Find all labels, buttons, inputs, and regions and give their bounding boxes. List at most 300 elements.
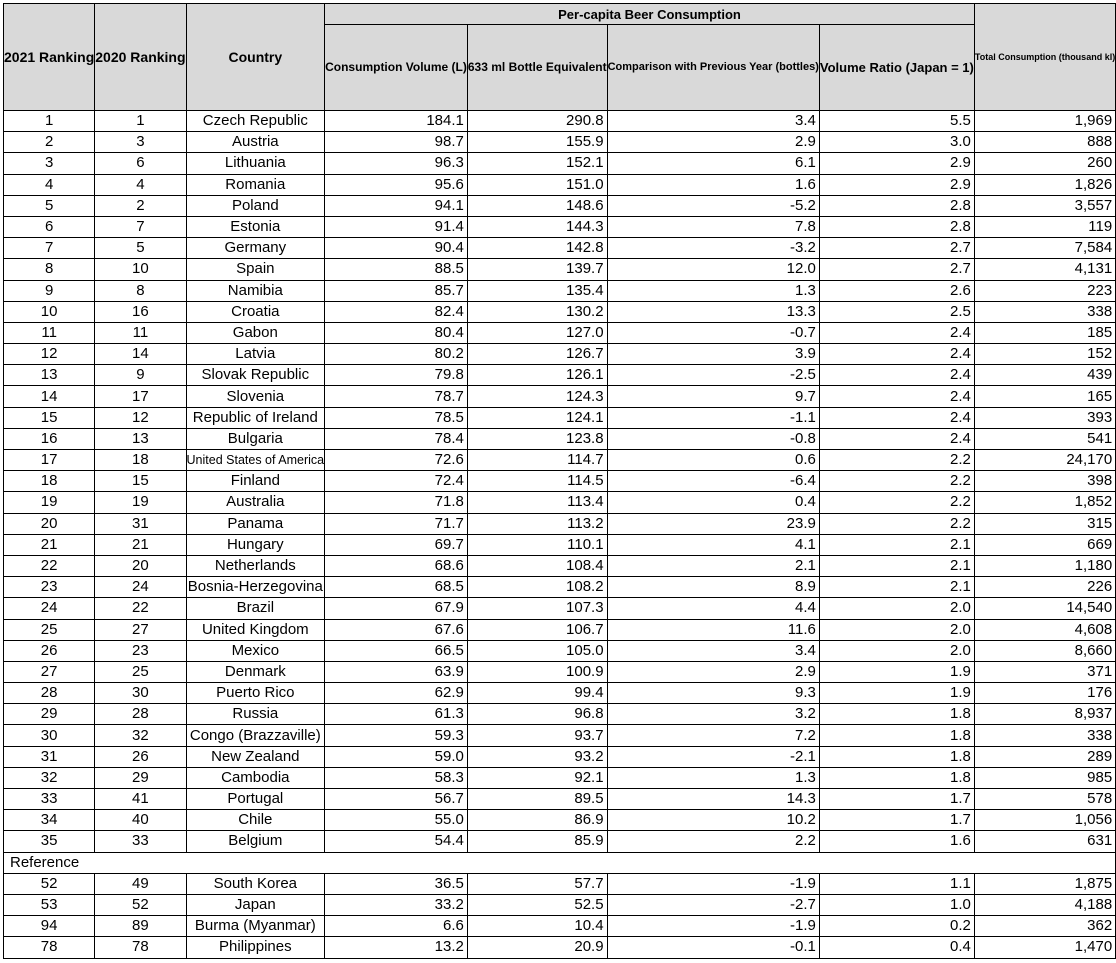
rank-2021-cell: 25 <box>4 619 95 640</box>
total-consumption-cell: 152 <box>974 344 1115 365</box>
bottle-equivalent-cell: 93.2 <box>467 746 607 767</box>
bottle-equivalent-cell: 130.2 <box>467 301 607 322</box>
country-cell: Republic of Ireland <box>186 407 325 428</box>
rank-2020-cell: 13 <box>95 428 186 449</box>
table-row <box>4 661 1116 682</box>
table-row <box>4 407 1116 428</box>
table-row <box>4 132 1116 153</box>
consumption-volume-cell: 67.6 <box>325 619 468 640</box>
country-cell: Slovak Republic <box>186 365 325 386</box>
consumption-volume-cell: 69.7 <box>325 534 468 555</box>
total-consumption-cell: 119 <box>974 216 1115 237</box>
rank-2020-cell: 7 <box>95 216 186 237</box>
rank-2021-cell: 20 <box>4 513 95 534</box>
reference-label: Reference <box>4 852 187 873</box>
consumption-volume-cell: 63.9 <box>325 661 468 682</box>
table-row <box>4 280 1116 301</box>
volume-ratio-cell: 2.7 <box>819 238 974 259</box>
country-cell: Croatia <box>186 301 325 322</box>
rank-2021-cell: 24 <box>4 598 95 619</box>
total-consumption-cell: 578 <box>974 789 1115 810</box>
consumption-volume-cell: 6.6 <box>325 916 468 937</box>
total-consumption-cell: 165 <box>974 386 1115 407</box>
table-row <box>4 153 1116 174</box>
volume-ratio-cell: 1.9 <box>819 661 974 682</box>
table-row <box>4 831 1116 852</box>
total-consumption-cell: 631 <box>974 831 1115 852</box>
rank-2021-cell: 11 <box>4 322 95 343</box>
bottle-equivalent-cell: 10.4 <box>467 916 607 937</box>
header-comparison: Comparison with Previous Year (bottles) <box>607 25 819 111</box>
comparison-cell: 11.6 <box>607 619 819 640</box>
header-2020-ranking: 2020 Ranking <box>95 4 186 111</box>
rank-2021-cell: 7 <box>4 238 95 259</box>
volume-ratio-cell: 2.9 <box>819 174 974 195</box>
total-consumption-cell: 185 <box>974 322 1115 343</box>
total-consumption-cell: 223 <box>974 280 1115 301</box>
country-cell: Bosnia-Herzegovina <box>186 577 325 598</box>
consumption-volume-cell: 61.3 <box>325 704 468 725</box>
beer-consumption-table <box>3 3 1116 959</box>
country-cell: United Kingdom <box>186 619 325 640</box>
consumption-volume-cell: 58.3 <box>325 767 468 788</box>
comparison-cell: 1.6 <box>607 174 819 195</box>
country-cell: Puerto Rico <box>186 683 325 704</box>
rank-2020-cell: 31 <box>95 513 186 534</box>
table-row <box>4 428 1116 449</box>
consumption-volume-cell: 72.4 <box>325 471 468 492</box>
total-consumption-cell: 3,557 <box>974 195 1115 216</box>
country-cell: Slovenia <box>186 386 325 407</box>
rank-2021-cell: 21 <box>4 534 95 555</box>
table-row <box>4 492 1116 513</box>
bottle-equivalent-cell: 124.3 <box>467 386 607 407</box>
comparison-cell: 13.3 <box>607 301 819 322</box>
country-cell: Russia <box>186 704 325 725</box>
country-cell: Portugal <box>186 789 325 810</box>
bottle-equivalent-cell: 89.5 <box>467 789 607 810</box>
comparison-cell: 4.4 <box>607 598 819 619</box>
rank-2021-cell: 78 <box>4 937 95 958</box>
rank-2020-cell: 16 <box>95 301 186 322</box>
comparison-cell: -3.2 <box>607 238 819 259</box>
comparison-cell: 3.4 <box>607 640 819 661</box>
table-row <box>4 513 1116 534</box>
consumption-volume-cell: 88.5 <box>325 259 468 280</box>
total-consumption-cell: 8,937 <box>974 704 1115 725</box>
bottle-equivalent-cell: 52.5 <box>467 894 607 915</box>
volume-ratio-cell: 1.0 <box>819 894 974 915</box>
country-cell: Poland <box>186 195 325 216</box>
total-consumption-cell: 1,470 <box>974 937 1115 958</box>
rank-2021-cell: 28 <box>4 683 95 704</box>
volume-ratio-cell: 1.8 <box>819 725 974 746</box>
consumption-volume-cell: 59.0 <box>325 746 468 767</box>
rank-2020-cell: 78 <box>95 937 186 958</box>
country-cell: Belgium <box>186 831 325 852</box>
header-consumption-volume: Consumption Volume (L) <box>325 25 468 111</box>
country-cell: Mexico <box>186 640 325 661</box>
bottle-equivalent-cell: 114.7 <box>467 450 607 471</box>
rank-2020-cell: 2 <box>95 195 186 216</box>
rank-2021-cell: 18 <box>4 471 95 492</box>
country-cell: Japan <box>186 894 325 915</box>
country-cell: Estonia <box>186 216 325 237</box>
rank-2020-cell: 40 <box>95 810 186 831</box>
comparison-cell: -0.7 <box>607 322 819 343</box>
table-row <box>4 937 1116 958</box>
country-cell: Czech Republic <box>186 111 325 132</box>
country-cell: United States of America <box>186 450 325 471</box>
rank-2021-cell: 6 <box>4 216 95 237</box>
rank-2021-cell: 52 <box>4 873 95 894</box>
volume-ratio-cell: 2.8 <box>819 195 974 216</box>
bottle-equivalent-cell: 135.4 <box>467 280 607 301</box>
comparison-cell: 2.9 <box>607 132 819 153</box>
comparison-cell: 7.2 <box>607 725 819 746</box>
consumption-volume-cell: 72.6 <box>325 450 468 471</box>
volume-ratio-cell: 2.1 <box>819 577 974 598</box>
comparison-cell: -6.4 <box>607 471 819 492</box>
table-row <box>4 450 1116 471</box>
rank-2021-cell: 12 <box>4 344 95 365</box>
volume-ratio-cell: 1.1 <box>819 873 974 894</box>
comparison-cell: 2.9 <box>607 661 819 682</box>
consumption-volume-cell: 79.8 <box>325 365 468 386</box>
rank-2020-cell: 8 <box>95 280 186 301</box>
rank-2020-cell: 3 <box>95 132 186 153</box>
table-row <box>4 344 1116 365</box>
volume-ratio-cell: 5.5 <box>819 111 974 132</box>
consumption-volume-cell: 98.7 <box>325 132 468 153</box>
consumption-volume-cell: 66.5 <box>325 640 468 661</box>
bottle-equivalent-cell: 108.2 <box>467 577 607 598</box>
consumption-volume-cell: 56.7 <box>325 789 468 810</box>
table-row <box>4 894 1116 915</box>
volume-ratio-cell: 2.9 <box>819 153 974 174</box>
total-consumption-cell: 669 <box>974 534 1115 555</box>
rank-2021-cell: 33 <box>4 789 95 810</box>
consumption-volume-cell: 62.9 <box>325 683 468 704</box>
table-row <box>4 534 1116 555</box>
rank-2021-cell: 16 <box>4 428 95 449</box>
bottle-equivalent-cell: 126.7 <box>467 344 607 365</box>
rank-2021-cell: 30 <box>4 725 95 746</box>
country-cell: Panama <box>186 513 325 534</box>
consumption-volume-cell: 78.5 <box>325 407 468 428</box>
rank-2020-cell: 11 <box>95 322 186 343</box>
header-country: Country <box>186 4 325 111</box>
country-cell: Germany <box>186 238 325 259</box>
volume-ratio-cell: 2.2 <box>819 450 974 471</box>
table-row <box>4 916 1116 937</box>
total-consumption-cell: 176 <box>974 683 1115 704</box>
volume-ratio-cell: 2.4 <box>819 365 974 386</box>
total-consumption-cell: 1,875 <box>974 873 1115 894</box>
total-consumption-cell: 8,660 <box>974 640 1115 661</box>
comparison-cell: 9.7 <box>607 386 819 407</box>
rank-2020-cell: 4 <box>95 174 186 195</box>
bottle-equivalent-cell: 126.1 <box>467 365 607 386</box>
consumption-volume-cell: 54.4 <box>325 831 468 852</box>
total-consumption-cell: 289 <box>974 746 1115 767</box>
bottle-equivalent-cell: 142.8 <box>467 238 607 259</box>
volume-ratio-cell: 3.0 <box>819 132 974 153</box>
comparison-cell: 7.8 <box>607 216 819 237</box>
consumption-volume-cell: 90.4 <box>325 238 468 259</box>
country-cell: Spain <box>186 259 325 280</box>
consumption-volume-cell: 78.4 <box>325 428 468 449</box>
country-cell: Netherlands <box>186 555 325 576</box>
country-cell: Brazil <box>186 598 325 619</box>
comparison-cell: -2.5 <box>607 365 819 386</box>
comparison-cell: 3.9 <box>607 344 819 365</box>
rank-2021-cell: 2 <box>4 132 95 153</box>
volume-ratio-cell: 0.4 <box>819 937 974 958</box>
comparison-cell: -2.1 <box>607 746 819 767</box>
consumption-volume-cell: 36.5 <box>325 873 468 894</box>
table-row <box>4 640 1116 661</box>
table-header <box>4 4 1116 111</box>
bottle-equivalent-cell: 105.0 <box>467 640 607 661</box>
total-consumption-cell: 338 <box>974 301 1115 322</box>
table-row <box>4 873 1116 894</box>
table-row <box>4 767 1116 788</box>
total-consumption-cell: 4,131 <box>974 259 1115 280</box>
consumption-volume-cell: 82.4 <box>325 301 468 322</box>
rank-2020-cell: 32 <box>95 725 186 746</box>
total-consumption-cell: 1,969 <box>974 111 1115 132</box>
total-consumption-cell: 541 <box>974 428 1115 449</box>
country-cell: Philippines <box>186 937 325 958</box>
rank-2021-cell: 26 <box>4 640 95 661</box>
country-cell: Lithuania <box>186 153 325 174</box>
consumption-volume-cell: 80.4 <box>325 322 468 343</box>
rank-2020-cell: 21 <box>95 534 186 555</box>
table-row <box>4 471 1116 492</box>
country-cell: Hungary <box>186 534 325 555</box>
consumption-volume-cell: 33.2 <box>325 894 468 915</box>
bottle-equivalent-cell: 151.0 <box>467 174 607 195</box>
rank-2021-cell: 19 <box>4 492 95 513</box>
total-consumption-cell: 888 <box>974 132 1115 153</box>
comparison-cell: -1.9 <box>607 873 819 894</box>
total-consumption-cell: 14,540 <box>974 598 1115 619</box>
bottle-equivalent-cell: 100.9 <box>467 661 607 682</box>
bottle-equivalent-cell: 127.0 <box>467 322 607 343</box>
comparison-cell: 2.2 <box>607 831 819 852</box>
country-cell: Denmark <box>186 661 325 682</box>
consumption-volume-cell: 94.1 <box>325 195 468 216</box>
header-per-capita-group: Per-capita Beer Consumption <box>325 4 975 25</box>
volume-ratio-cell: 1.7 <box>819 789 974 810</box>
country-cell: Romania <box>186 174 325 195</box>
total-consumption-cell: 362 <box>974 916 1115 937</box>
volume-ratio-cell: 2.2 <box>819 513 974 534</box>
volume-ratio-cell: 1.8 <box>819 767 974 788</box>
bottle-equivalent-cell: 20.9 <box>467 937 607 958</box>
table-row <box>4 619 1116 640</box>
country-cell: South Korea <box>186 873 325 894</box>
volume-ratio-cell: 1.8 <box>819 746 974 767</box>
volume-ratio-cell: 2.6 <box>819 280 974 301</box>
volume-ratio-cell: 2.1 <box>819 534 974 555</box>
table-row <box>4 789 1116 810</box>
total-consumption-cell: 1,826 <box>974 174 1115 195</box>
volume-ratio-cell: 2.7 <box>819 259 974 280</box>
bottle-equivalent-cell: 57.7 <box>467 873 607 894</box>
rank-2020-cell: 15 <box>95 471 186 492</box>
bottle-equivalent-cell: 113.2 <box>467 513 607 534</box>
volume-ratio-cell: 2.2 <box>819 471 974 492</box>
bottle-equivalent-cell: 144.3 <box>467 216 607 237</box>
consumption-volume-cell: 13.2 <box>325 937 468 958</box>
rank-2021-cell: 13 <box>4 365 95 386</box>
rank-2021-cell: 17 <box>4 450 95 471</box>
comparison-cell: 1.3 <box>607 280 819 301</box>
rank-2021-cell: 31 <box>4 746 95 767</box>
bottle-equivalent-cell: 148.6 <box>467 195 607 216</box>
country-cell: Australia <box>186 492 325 513</box>
volume-ratio-cell: 2.1 <box>819 555 974 576</box>
rank-2021-cell: 23 <box>4 577 95 598</box>
rank-2021-cell: 27 <box>4 661 95 682</box>
rank-2020-cell: 22 <box>95 598 186 619</box>
volume-ratio-cell: 2.2 <box>819 492 974 513</box>
rank-2021-cell: 15 <box>4 407 95 428</box>
country-cell: Chile <box>186 810 325 831</box>
comparison-cell: 9.3 <box>607 683 819 704</box>
header-total-consumption: Total Consumption (thousand kl) <box>974 4 1115 111</box>
rank-2021-cell: 9 <box>4 280 95 301</box>
header-volume-ratio: Volume Ratio (Japan = 1) <box>819 25 974 111</box>
comparison-cell: -1.1 <box>607 407 819 428</box>
comparison-cell: 23.9 <box>607 513 819 534</box>
total-consumption-cell: 985 <box>974 767 1115 788</box>
consumption-volume-cell: 67.9 <box>325 598 468 619</box>
rank-2021-cell: 3 <box>4 153 95 174</box>
comparison-cell: 0.4 <box>607 492 819 513</box>
volume-ratio-cell: 1.9 <box>819 683 974 704</box>
volume-ratio-cell: 2.4 <box>819 344 974 365</box>
country-cell: New Zealand <box>186 746 325 767</box>
bottle-equivalent-cell: 114.5 <box>467 471 607 492</box>
volume-ratio-cell: 2.0 <box>819 619 974 640</box>
volume-ratio-cell: 2.4 <box>819 322 974 343</box>
bottle-equivalent-cell: 86.9 <box>467 810 607 831</box>
total-consumption-cell: 4,188 <box>974 894 1115 915</box>
total-consumption-cell: 7,584 <box>974 238 1115 259</box>
table-row <box>4 238 1116 259</box>
rank-2020-cell: 52 <box>95 894 186 915</box>
volume-ratio-cell: 1.7 <box>819 810 974 831</box>
bottle-equivalent-cell: 99.4 <box>467 683 607 704</box>
table-row <box>4 386 1116 407</box>
bottle-equivalent-cell: 108.4 <box>467 555 607 576</box>
table-row <box>4 301 1116 322</box>
volume-ratio-cell: 0.2 <box>819 916 974 937</box>
comparison-cell: -1.9 <box>607 916 819 937</box>
table-row <box>4 746 1116 767</box>
bottle-equivalent-cell: 155.9 <box>467 132 607 153</box>
rank-2020-cell: 27 <box>95 619 186 640</box>
bottle-equivalent-cell: 110.1 <box>467 534 607 555</box>
rank-2020-cell: 19 <box>95 492 186 513</box>
table-row <box>4 555 1116 576</box>
comparison-cell: 8.9 <box>607 577 819 598</box>
rank-2020-cell: 89 <box>95 916 186 937</box>
comparison-cell: 12.0 <box>607 259 819 280</box>
table-row <box>4 683 1116 704</box>
bottle-equivalent-cell: 152.1 <box>467 153 607 174</box>
table-row <box>4 365 1116 386</box>
bottle-equivalent-cell: 92.1 <box>467 767 607 788</box>
rank-2020-cell: 1 <box>95 111 186 132</box>
rank-2021-cell: 8 <box>4 259 95 280</box>
comparison-cell: 14.3 <box>607 789 819 810</box>
country-cell: Latvia <box>186 344 325 365</box>
total-consumption-cell: 398 <box>974 471 1115 492</box>
country-cell: Burma (Myanmar) <box>186 916 325 937</box>
consumption-volume-cell: 78.7 <box>325 386 468 407</box>
total-consumption-cell: 338 <box>974 725 1115 746</box>
rank-2020-cell: 12 <box>95 407 186 428</box>
volume-ratio-cell: 2.4 <box>819 386 974 407</box>
table-row <box>4 216 1116 237</box>
country-cell: Austria <box>186 132 325 153</box>
total-consumption-cell: 1,852 <box>974 492 1115 513</box>
comparison-cell: -0.1 <box>607 937 819 958</box>
comparison-cell: 1.3 <box>607 767 819 788</box>
consumption-volume-cell: 71.8 <box>325 492 468 513</box>
rank-2020-cell: 20 <box>95 555 186 576</box>
header-bottle-equivalent: 633 ml Bottle Equivalent <box>467 25 607 111</box>
volume-ratio-cell: 2.4 <box>819 428 974 449</box>
rank-2021-cell: 4 <box>4 174 95 195</box>
volume-ratio-cell: 2.4 <box>819 407 974 428</box>
consumption-volume-cell: 95.6 <box>325 174 468 195</box>
volume-ratio-cell: 1.8 <box>819 704 974 725</box>
total-consumption-cell: 4,608 <box>974 619 1115 640</box>
country-cell: Gabon <box>186 322 325 343</box>
rank-2020-cell: 26 <box>95 746 186 767</box>
rank-2020-cell: 14 <box>95 344 186 365</box>
consumption-volume-cell: 68.5 <box>325 577 468 598</box>
rank-2020-cell: 23 <box>95 640 186 661</box>
table-row <box>4 174 1116 195</box>
table-row <box>4 322 1116 343</box>
comparison-cell: -0.8 <box>607 428 819 449</box>
consumption-volume-cell: 55.0 <box>325 810 468 831</box>
table-row <box>4 598 1116 619</box>
comparison-cell: -2.7 <box>607 894 819 915</box>
total-consumption-cell: 315 <box>974 513 1115 534</box>
bottle-equivalent-cell: 123.8 <box>467 428 607 449</box>
rank-2021-cell: 94 <box>4 916 95 937</box>
comparison-cell: 6.1 <box>607 153 819 174</box>
consumption-volume-cell: 184.1 <box>325 111 468 132</box>
rank-2020-cell: 25 <box>95 661 186 682</box>
country-cell: Bulgaria <box>186 428 325 449</box>
table-body <box>4 111 1116 959</box>
rank-2020-cell: 41 <box>95 789 186 810</box>
rank-2020-cell: 33 <box>95 831 186 852</box>
total-consumption-cell: 1,180 <box>974 555 1115 576</box>
comparison-cell: -5.2 <box>607 195 819 216</box>
table-row <box>4 111 1116 132</box>
table-row <box>4 577 1116 598</box>
table-row <box>4 810 1116 831</box>
